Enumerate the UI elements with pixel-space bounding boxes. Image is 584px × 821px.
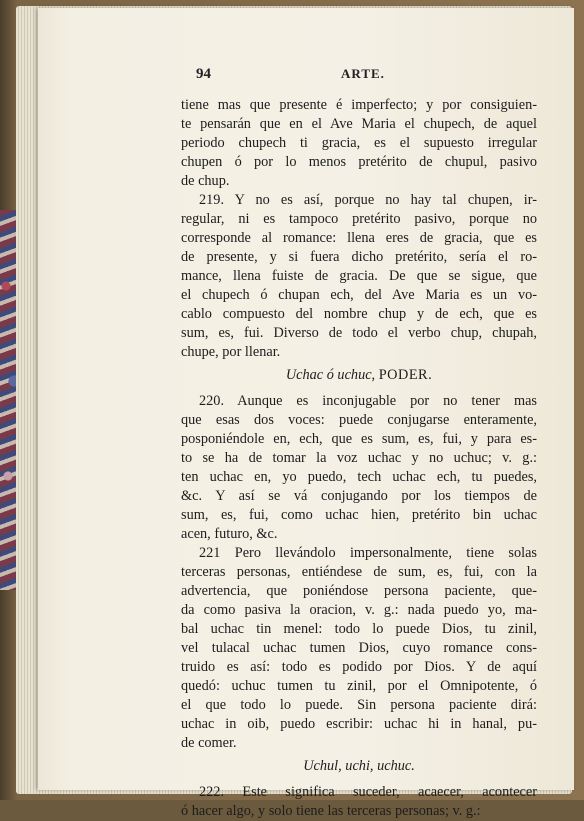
running-head: ARTE. (341, 66, 385, 81)
text-line: te pensarán que en el Ave Maria el chupech, de aquel (181, 116, 537, 132)
text-line: 220. Aunque es inconjugable por no tener mas (199, 393, 537, 409)
text-line: chupen ó por lo menos pretérito de chupul, pasivo (181, 154, 537, 170)
text-line: tiene mas que presente é imperfecto; y por consiguien- (181, 97, 537, 113)
paragraph-221 (181, 544, 537, 753)
text-line: 222. Este significa suceder, acaecer, acontecer (199, 784, 537, 800)
text-line: acen, futuro, &c. (181, 526, 278, 542)
text-line: posponiéndole en, ech, que es sum, es, fui, y para es- (181, 431, 537, 447)
text-line: que esas dos voces: puede conjugarse enteramente, (181, 412, 537, 428)
text-line: ten uchac en, yo puedo, tech uchac ech, tu puedes, (181, 469, 537, 485)
heading-caps: PODER. (378, 367, 433, 383)
text-line: uchac in oib, puedo escribir: uchac hi in hanal, pu- (181, 716, 537, 732)
text-line: vel tulacal uchac tumen Dios, cuyo romance cons- (181, 640, 537, 656)
text-line: el chupech ó chupan ech, del Ave Maria es un vo- (181, 287, 537, 303)
text-line: periodo chupech ti gracia, es el supuesto irregular (181, 135, 537, 151)
text-line: cablo compuesto del nombre chup y de ech, que es (181, 306, 537, 322)
paragraph-218-continuation (181, 96, 537, 191)
text-line: 219. Y no es así, porque no hay tal chupen, ir- (199, 192, 537, 208)
text-line: da como pasiva la oracion, v. g.: nada puedo yo, ma- (181, 602, 537, 618)
section-heading-uchac (181, 364, 537, 386)
text-line: advertencia, que poniéndose persona paciente, que- (181, 583, 537, 599)
paragraph-219 (181, 191, 537, 362)
body-text (181, 96, 537, 821)
text-line: terceras personas, entiéndese de sum, es, fui, con la (181, 564, 537, 580)
text-line: el que todo lo puede. Sin persona paciente dirá: (181, 697, 537, 713)
text-line: sum, es, fui. Diverso de todo el verbo chup, chupah, (181, 325, 537, 341)
text-line: to se ha de tomar la voz uchac y no uchuc; v. g.: (181, 450, 537, 466)
text-line: sum, es, fui, como uchac hien, pretérito bin uchac (181, 507, 537, 523)
page-number: 94 (196, 66, 211, 82)
heading-italic: Uchac ó uchuc, (285, 367, 376, 383)
text-line: &c. Y así se vá conjugando por los tiempos de (181, 488, 537, 504)
text-line: truido es así: todo es podido por Dios. Y de aquí (181, 659, 537, 675)
text-line: ó hacer algo, y solo tiene las terceras personas; v. g.: (181, 803, 481, 819)
page-header (196, 66, 536, 88)
text-line: 221 Pero llevándolo impersonalmente, tiene solas (199, 545, 537, 561)
text-line: mance, llena fuiste de gracia. De que se sigue, que (181, 268, 537, 284)
text-line: de chup. (181, 173, 230, 189)
heading-italic: Uchul, uchi, uchuc. (303, 758, 415, 774)
text-line: chupe, por llenar. (181, 344, 281, 360)
text-line: de comer. (181, 735, 237, 751)
text-line: quedó: uchuc tumen tu zinil, por el Omnipotente, ó (181, 678, 537, 694)
text-line: bal uchac tin menel: todo lo puede Dios, tu zinil, (181, 621, 537, 637)
text-line: corresponde al romance: llena eres de gracia, que es (181, 230, 537, 246)
text-line: de presente, y si fuera dicho pretérito, sería el ro- (181, 249, 537, 265)
paragraph-220 (181, 392, 537, 544)
text-line: regular, ni es tampoco pretérito pasivo, porque no (181, 211, 537, 227)
section-heading-uchul (181, 755, 537, 777)
paragraph-222 (181, 783, 537, 821)
